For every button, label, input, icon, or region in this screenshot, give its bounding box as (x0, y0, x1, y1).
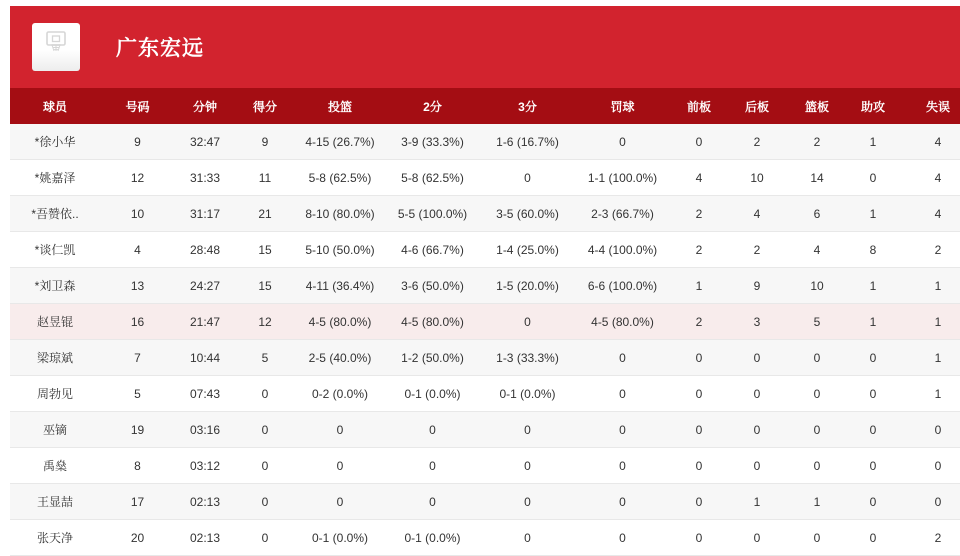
cell-points: 0 (235, 448, 295, 484)
table-row[interactable] (10, 376, 960, 412)
cell-number: 5 (100, 376, 175, 412)
cell-tov: 0 (898, 448, 960, 484)
header-ft: 罚球 (575, 88, 670, 124)
cell-number: 20 (100, 520, 175, 556)
cell-reb: 1 (786, 484, 848, 520)
cell-ast: 0 (848, 340, 898, 376)
cell-points: 9 (235, 124, 295, 160)
cell-tov: 0 (898, 484, 960, 520)
cell-3pt: 3-5 (60.0%) (480, 196, 575, 232)
table-row[interactable] (10, 448, 960, 484)
cell-ast: 1 (848, 196, 898, 232)
cell-ft: 4-4 (100.0%) (575, 232, 670, 268)
cell-dreb: 0 (728, 412, 786, 448)
cell-2pt: 3-6 (50.0%) (385, 268, 480, 304)
table-body (10, 124, 960, 556)
cell-2pt: 4-6 (66.7%) (385, 232, 480, 268)
cell-reb: 0 (786, 376, 848, 412)
cell-fg: 2-5 (40.0%) (295, 340, 385, 376)
cell-ast: 1 (848, 124, 898, 160)
cell-fg: 0-2 (0.0%) (295, 376, 385, 412)
cell-ast: 0 (848, 160, 898, 196)
cell-ft: 4-5 (80.0%) (575, 304, 670, 340)
basketball-hoop-icon (42, 29, 70, 64)
cell-ft: 0 (575, 520, 670, 556)
table-row[interactable] (10, 160, 960, 196)
cell-points: 5 (235, 340, 295, 376)
cell-fg: 5-8 (62.5%) (295, 160, 385, 196)
cell-3pt: 1-5 (20.0%) (480, 268, 575, 304)
header-ast: 助攻 (848, 88, 898, 124)
cell-number: 9 (100, 124, 175, 160)
cell-fg: 0 (295, 448, 385, 484)
cell-minutes: 02:13 (175, 484, 235, 520)
cell-tov: 0 (898, 412, 960, 448)
cell-oreb: 0 (670, 124, 728, 160)
table-row[interactable] (10, 304, 960, 340)
cell-dreb: 0 (728, 340, 786, 376)
table-row[interactable] (10, 412, 960, 448)
cell-dreb: 0 (728, 448, 786, 484)
cell-minutes: 31:33 (175, 160, 235, 196)
cell-oreb: 2 (670, 196, 728, 232)
cell-minutes: 07:43 (175, 376, 235, 412)
cell-3pt: 1-4 (25.0%) (480, 232, 575, 268)
cell-ast: 8 (848, 232, 898, 268)
cell-minutes: 03:12 (175, 448, 235, 484)
table-row[interactable] (10, 340, 960, 376)
cell-reb: 0 (786, 448, 848, 484)
cell-points: 15 (235, 232, 295, 268)
header-reb: 篮板 (786, 88, 848, 124)
cell-number: 12 (100, 160, 175, 196)
cell-tov: 2 (898, 232, 960, 268)
header-points: 得分 (235, 88, 295, 124)
cell-number: 7 (100, 340, 175, 376)
cell-ft: 0 (575, 484, 670, 520)
cell-tov: 1 (898, 340, 960, 376)
cell-player[interactable]: *谈仁凯 (10, 232, 100, 268)
cell-3pt: 0 (480, 160, 575, 196)
cell-reb: 14 (786, 160, 848, 196)
cell-3pt: 1-3 (33.3%) (480, 340, 575, 376)
cell-fg: 8-10 (80.0%) (295, 196, 385, 232)
table-row[interactable] (10, 124, 960, 160)
header-dreb: 后板 (728, 88, 786, 124)
cell-dreb: 0 (728, 520, 786, 556)
table-row[interactable] (10, 520, 960, 556)
cell-oreb: 0 (670, 376, 728, 412)
header-3pt: 3分 (480, 88, 575, 124)
cell-2pt: 5-5 (100.0%) (385, 196, 480, 232)
cell-player[interactable]: *吾赞依.. (10, 196, 100, 232)
cell-player[interactable]: 周勃见 (10, 376, 100, 412)
cell-number: 16 (100, 304, 175, 340)
cell-2pt: 1-2 (50.0%) (385, 340, 480, 376)
cell-number: 4 (100, 232, 175, 268)
cell-2pt: 5-8 (62.5%) (385, 160, 480, 196)
cell-reb: 10 (786, 268, 848, 304)
table-row[interactable] (10, 232, 960, 268)
header-player: 球员 (10, 88, 100, 124)
cell-ast: 1 (848, 304, 898, 340)
cell-oreb: 4 (670, 160, 728, 196)
header-oreb: 前板 (670, 88, 728, 124)
cell-3pt: 0 (480, 304, 575, 340)
cell-fg: 0 (295, 484, 385, 520)
cell-2pt: 3-9 (33.3%) (385, 124, 480, 160)
cell-minutes: 03:16 (175, 412, 235, 448)
cell-minutes: 32:47 (175, 124, 235, 160)
cell-oreb: 0 (670, 448, 728, 484)
cell-points: 21 (235, 196, 295, 232)
cell-number: 8 (100, 448, 175, 484)
cell-fg: 5-10 (50.0%) (295, 232, 385, 268)
cell-dreb: 9 (728, 268, 786, 304)
cell-ft: 0 (575, 124, 670, 160)
cell-dreb: 2 (728, 124, 786, 160)
cell-tov: 1 (898, 268, 960, 304)
cell-minutes: 10:44 (175, 340, 235, 376)
cell-dreb: 0 (728, 376, 786, 412)
cell-2pt: 0 (385, 412, 480, 448)
cell-fg: 4-11 (36.4%) (295, 268, 385, 304)
cell-points: 0 (235, 412, 295, 448)
cell-fg: 0 (295, 412, 385, 448)
cell-fg: 4-5 (80.0%) (295, 304, 385, 340)
header-number: 号码 (100, 88, 175, 124)
cell-2pt: 0 (385, 484, 480, 520)
cell-player[interactable]: 巫镝 (10, 412, 100, 448)
cell-tov: 4 (898, 160, 960, 196)
cell-3pt: 0 (480, 484, 575, 520)
cell-3pt: 0 (480, 520, 575, 556)
cell-player[interactable]: *刘卫森 (10, 268, 100, 304)
cell-ft: 0 (575, 412, 670, 448)
cell-oreb: 0 (670, 412, 728, 448)
cell-3pt: 0 (480, 412, 575, 448)
cell-tov: 2 (898, 520, 960, 556)
cell-ast: 1 (848, 268, 898, 304)
cell-2pt: 4-5 (80.0%) (385, 304, 480, 340)
header-2pt: 2分 (385, 88, 480, 124)
cell-reb: 5 (786, 304, 848, 340)
cell-ast: 0 (848, 484, 898, 520)
header-fg: 投篮 (295, 88, 385, 124)
cell-number: 13 (100, 268, 175, 304)
cell-ast: 0 (848, 412, 898, 448)
cell-player[interactable]: 赵昱锟 (10, 304, 100, 340)
cell-ft: 0 (575, 340, 670, 376)
cell-ft: 1-1 (100.0%) (575, 160, 670, 196)
cell-dreb: 4 (728, 196, 786, 232)
cell-ft: 0 (575, 376, 670, 412)
cell-tov: 4 (898, 124, 960, 160)
cell-tov: 1 (898, 304, 960, 340)
cell-ast: 0 (848, 520, 898, 556)
cell-player[interactable]: 禹燊 (10, 448, 100, 484)
cell-player[interactable]: 张天净 (10, 520, 100, 556)
cell-ast: 0 (848, 448, 898, 484)
cell-3pt: 0-1 (0.0%) (480, 376, 575, 412)
cell-oreb: 0 (670, 484, 728, 520)
cell-player[interactable]: 王显喆 (10, 484, 100, 520)
cell-oreb: 0 (670, 520, 728, 556)
cell-points: 11 (235, 160, 295, 196)
cell-minutes: 21:47 (175, 304, 235, 340)
cell-tov: 1 (898, 376, 960, 412)
cell-fg: 0-1 (0.0%) (295, 520, 385, 556)
table-row[interactable] (10, 268, 960, 304)
cell-tov: 4 (898, 196, 960, 232)
cell-reb: 0 (786, 520, 848, 556)
cell-2pt: 0-1 (0.0%) (385, 520, 480, 556)
cell-number: 10 (100, 196, 175, 232)
table-row[interactable] (10, 196, 960, 232)
cell-2pt: 0-1 (0.0%) (385, 376, 480, 412)
cell-dreb: 1 (728, 484, 786, 520)
cell-ft: 2-3 (66.7%) (575, 196, 670, 232)
stats-table (10, 88, 960, 556)
cell-number: 17 (100, 484, 175, 520)
header-tov: 失误 (898, 88, 960, 124)
team-banner (10, 6, 960, 88)
cell-reb: 6 (786, 196, 848, 232)
team-logo (32, 23, 80, 71)
cell-ft: 6-6 (100.0%) (575, 268, 670, 304)
cell-reb: 4 (786, 232, 848, 268)
cell-points: 15 (235, 268, 295, 304)
table-row[interactable] (10, 484, 960, 520)
cell-ast: 0 (848, 376, 898, 412)
cell-points: 12 (235, 304, 295, 340)
cell-player[interactable]: *姚嘉泽 (10, 160, 100, 196)
cell-reb: 0 (786, 340, 848, 376)
cell-3pt: 1-6 (16.7%) (480, 124, 575, 160)
cell-oreb: 1 (670, 268, 728, 304)
cell-oreb: 2 (670, 232, 728, 268)
cell-fg: 4-15 (26.7%) (295, 124, 385, 160)
cell-2pt: 0 (385, 448, 480, 484)
cell-reb: 2 (786, 124, 848, 160)
team-name: 广东宏远 (116, 37, 204, 60)
cell-dreb: 3 (728, 304, 786, 340)
cell-oreb: 2 (670, 304, 728, 340)
cell-player[interactable]: *徐小华 (10, 124, 100, 160)
cell-minutes: 24:27 (175, 268, 235, 304)
header-row (10, 88, 960, 124)
cell-dreb: 2 (728, 232, 786, 268)
cell-points: 0 (235, 376, 295, 412)
cell-points: 0 (235, 520, 295, 556)
cell-3pt: 0 (480, 448, 575, 484)
cell-minutes: 28:48 (175, 232, 235, 268)
cell-oreb: 0 (670, 340, 728, 376)
cell-reb: 0 (786, 412, 848, 448)
cell-minutes: 31:17 (175, 196, 235, 232)
cell-dreb: 10 (728, 160, 786, 196)
cell-points: 0 (235, 484, 295, 520)
cell-ft: 0 (575, 448, 670, 484)
cell-number: 19 (100, 412, 175, 448)
cell-player[interactable]: 梁琼斌 (10, 340, 100, 376)
header-minutes: 分钟 (175, 88, 235, 124)
cell-minutes: 02:13 (175, 520, 235, 556)
